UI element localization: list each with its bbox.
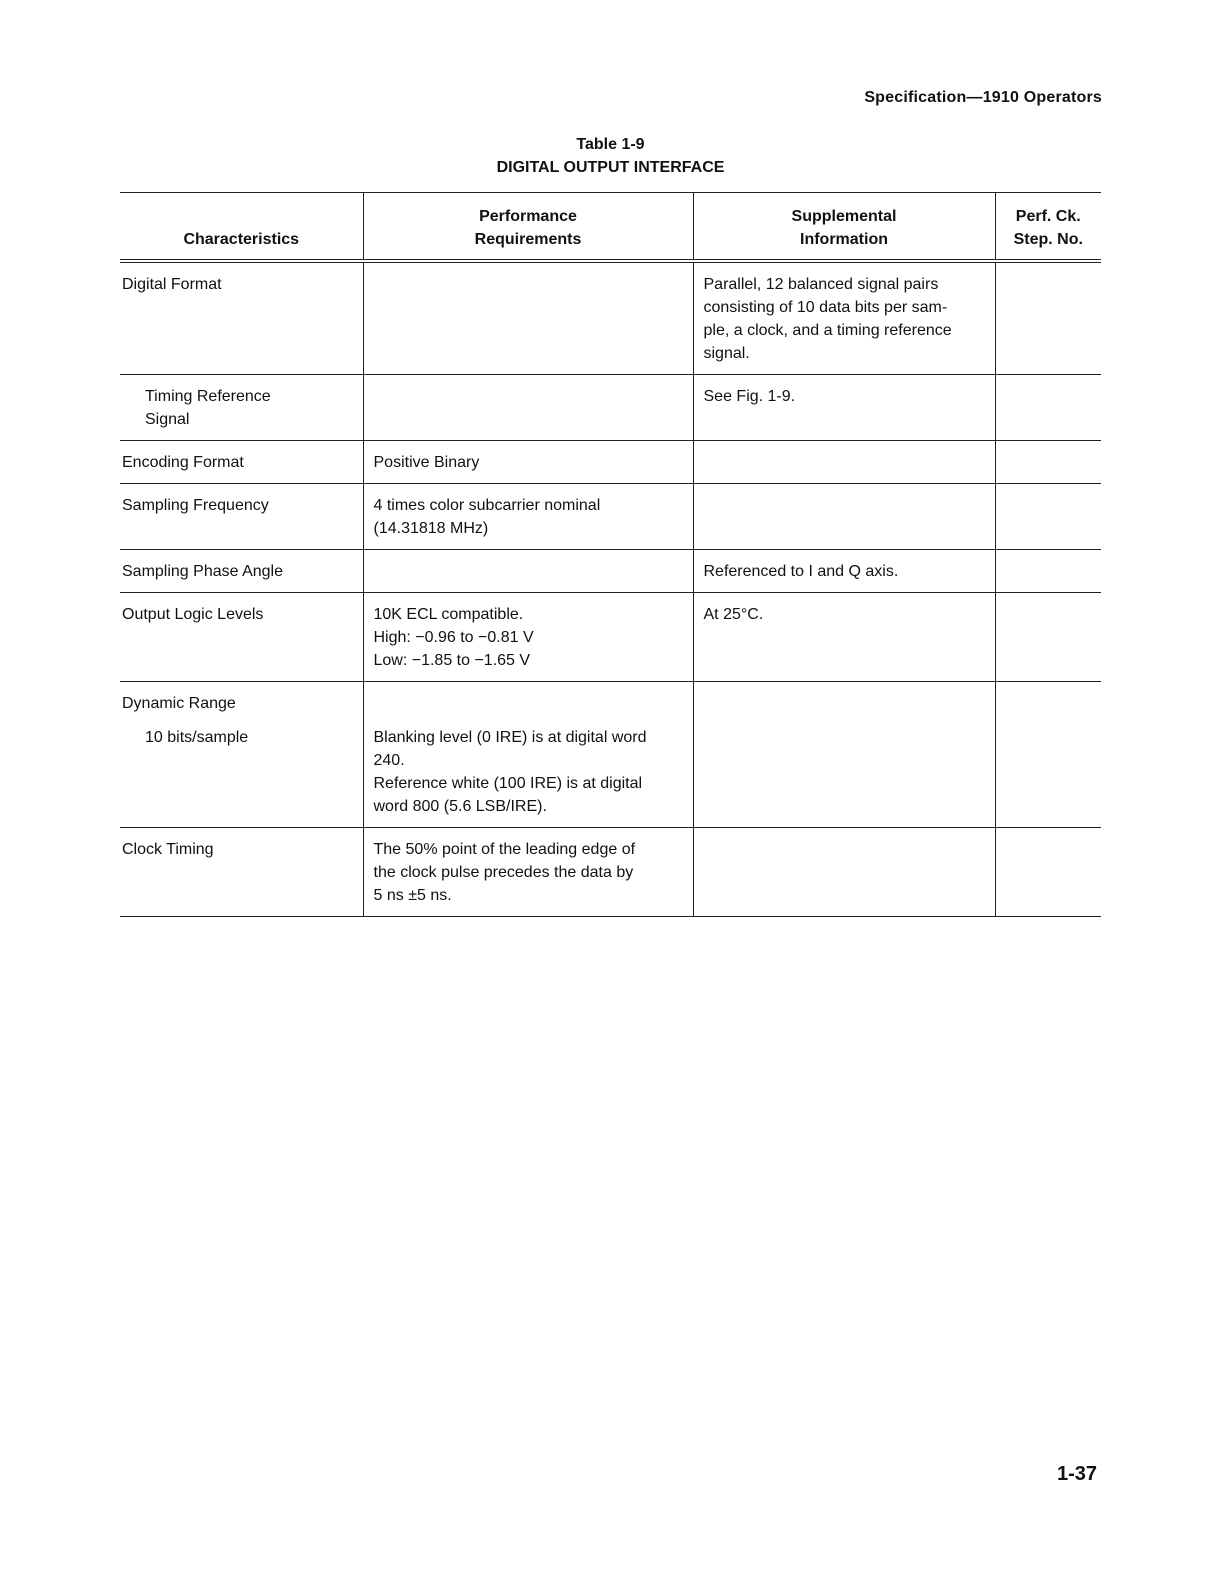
cell-supplemental <box>693 484 995 550</box>
table-row-10-bits-sample <box>120 724 1101 828</box>
cell-performance <box>363 375 693 441</box>
cell-characteristic: Output Logic Levels <box>122 606 264 623</box>
cell-characteristic: Digital Format <box>122 276 222 293</box>
cell-step <box>995 828 1101 917</box>
table-row-output-logic-levels <box>120 593 1101 682</box>
table-number: Table 1-9 <box>576 136 645 153</box>
cell-performance: Positive Binary <box>363 441 693 484</box>
cell-supplemental <box>693 828 995 917</box>
cell-characteristic: Dynamic Range <box>122 695 236 712</box>
cell-step <box>995 550 1101 593</box>
cell-performance: 4 times color subcarrier nominal (14.31818 MHz) <box>363 484 693 550</box>
table-header-row <box>120 193 1101 262</box>
running-head: Specification—1910 Operators <box>864 89 1102 106</box>
cell-step <box>995 375 1101 441</box>
table-title: DIGITAL OUTPUT INTERFACE <box>496 159 725 176</box>
cell-performance <box>363 550 693 593</box>
page-number: 1-37 <box>1056 1463 1097 1485</box>
cell-characteristic: Encoding Format <box>122 454 244 471</box>
table-row-dynamic-range <box>120 682 1101 725</box>
cell-step <box>995 261 1101 375</box>
cell-step <box>995 724 1101 828</box>
digital-output-interface-table <box>120 192 1101 917</box>
cell-supplemental <box>693 441 995 484</box>
cell-performance: 10K ECL compatible. High: −0.96 to −0.81 V Low: −1.85 to −1.65 V <box>363 593 693 682</box>
cell-supplemental: At 25°C. <box>693 593 995 682</box>
table-row-timing-reference-signal <box>120 375 1101 441</box>
cell-characteristic: Timing Reference Signal <box>145 388 271 428</box>
table-caption <box>120 133 1101 179</box>
cell-step <box>995 441 1101 484</box>
table-row-sampling-frequency <box>120 484 1101 550</box>
table-row-clock-timing <box>120 828 1101 917</box>
cell-step <box>995 484 1101 550</box>
cell-characteristic: 10 bits/sample <box>145 729 249 746</box>
cell-performance: The 50% point of the leading edge of the clock pulse precedes the data by 5 ns ±5 ns. <box>363 828 693 917</box>
table-row-digital-format <box>120 261 1101 375</box>
column-header-performance-requirements: Performance Requirements <box>363 193 693 262</box>
table-row-sampling-phase-angle <box>120 550 1101 593</box>
cell-supplemental: Parallel, 12 balanced signal pairs consisting of 10 data bits per sam- ple, a clock, and a timing reference signal. <box>693 261 995 375</box>
cell-characteristic: Sampling Frequency <box>122 497 269 514</box>
cell-step <box>995 593 1101 682</box>
cell-performance <box>363 261 693 375</box>
cell-supplemental: See Fig. 1-9. <box>693 375 995 441</box>
column-header-supplemental-information: Supplemental Information <box>693 193 995 262</box>
cell-supplemental <box>693 724 995 828</box>
cell-step <box>995 682 1101 725</box>
cell-supplemental: Referenced to I and Q axis. <box>693 550 995 593</box>
cell-characteristic: Sampling Phase Angle <box>122 563 283 580</box>
cell-characteristic: Clock Timing <box>122 841 214 858</box>
cell-performance: Blanking level (0 IRE) is at digital word 240. Reference white (100 IRE) is at digital word 800 (5.6 LSB/IRE). <box>363 724 693 828</box>
column-header-characteristics: Characteristics <box>183 231 300 248</box>
cell-performance <box>363 682 693 725</box>
cell-supplemental <box>693 682 995 725</box>
table-row-encoding-format <box>120 441 1101 484</box>
column-header-perf-ck-step-no: Perf. Ck. Step. No. <box>995 193 1101 262</box>
